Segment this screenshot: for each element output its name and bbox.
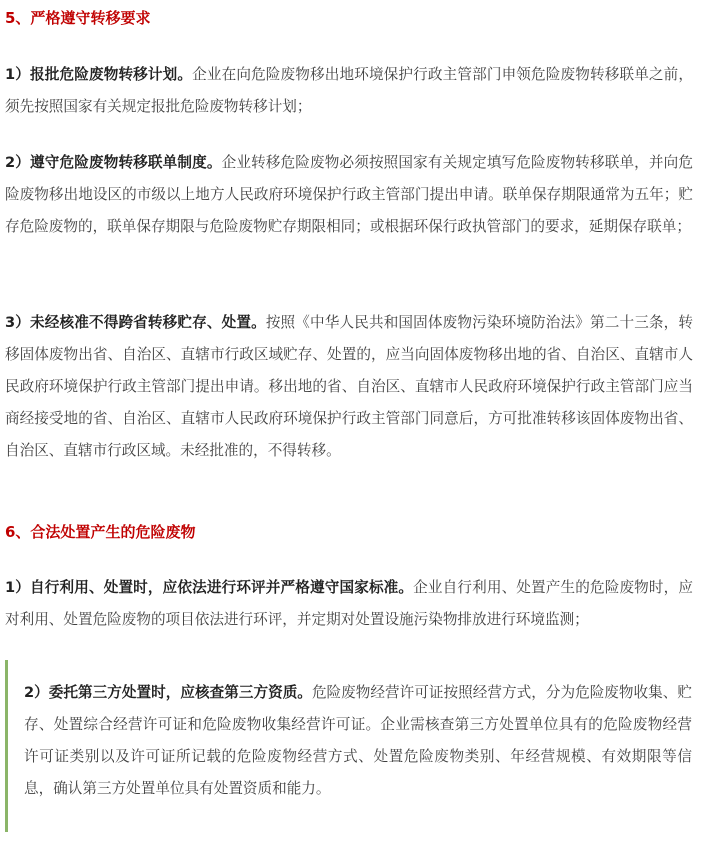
section-5-item-1-lead: 1）报批危险废物转移计划。 [5,66,193,83]
section-5-item-3 [5,307,693,467]
section-6-item-1 [5,572,693,636]
section-5-item-2-lead: 2）遵守危险废物转移联单制度。 [5,154,222,171]
section-6-item-1-lead: 1）自行利用、处置时，应依法进行环评并严格遵守国家标准。 [5,579,414,596]
section-5-item-2 [5,147,693,243]
section-5-item-1 [5,59,693,123]
section-5-heading: 5、严格遵守转移要求 [5,9,151,27]
section-5-item-1-body: 企业在向危险废物移出地环境保护行政主管部门申领危险废物转移联单之前，须先按照国家有关规定报批危险废物转移计划； [5,66,693,115]
section-6-heading: 6、合法处置产生的危险废物 [5,523,196,541]
section-5-item-2-body: 企业转移危险废物必须按照国家有关规定填写危险废物转移联单，并向危险废物移出地设区的市级以上地方人民政府环境保护行政主管部门提出申请。联单保存期限通常为五年；贮存危险废物的，联单保存期限与危险废物贮存期限相同；或根据环保行政执管部门的要求，延期保存联单； [5,154,693,235]
section-6-item-2-body: 危险废物经营许可证按照经营方式，分为危险废物收集、贮存、处置综合经营许可证和危险废物收集经营许可证。企业需核查第三方处置单位具有的危险废物经营许可证类别以及许可证所记载的危险废物经营方式、处置危险废物类别、年经营规模、有效期限等信息，确认第三方处置单位具有处置资质和能力。 [24,684,692,797]
section-6-item-2 [24,677,692,805]
section-6-item-1-body: 企业自行利用、处置产生的危险废物时，应对利用、处置危险废物的项目依法进行环评，并定期对处置设施污染物排放进行环境监测； [5,579,693,628]
highlight-blockquote [5,660,693,832]
section-6-item-2-lead: 2）委托第三方处置时，应核查第三方资质。 [24,684,312,701]
section-5-item-3-lead: 3）未经核准不得跨省转移贮存、处置。 [5,314,266,331]
section-5-item-3-body: 按照《中华人民共和国固体废物污染环境防治法》第二十三条，转移固体废物出省、自治区、直辖市行政区域贮存、处置的，应当向固体废物移出地的省、自治区、直辖市人民政府环境保护行政主管部门提出申请。移出地的省、自治区、直辖市人民政府环境保护行政主管部门应当商经接受地的省、自治区、直辖市人民政府环境保护行政主管部门同意后，方可批准转移该固体废物出省、自治区、直辖市行政区域。未经批准的，不得转移。 [5,314,694,459]
